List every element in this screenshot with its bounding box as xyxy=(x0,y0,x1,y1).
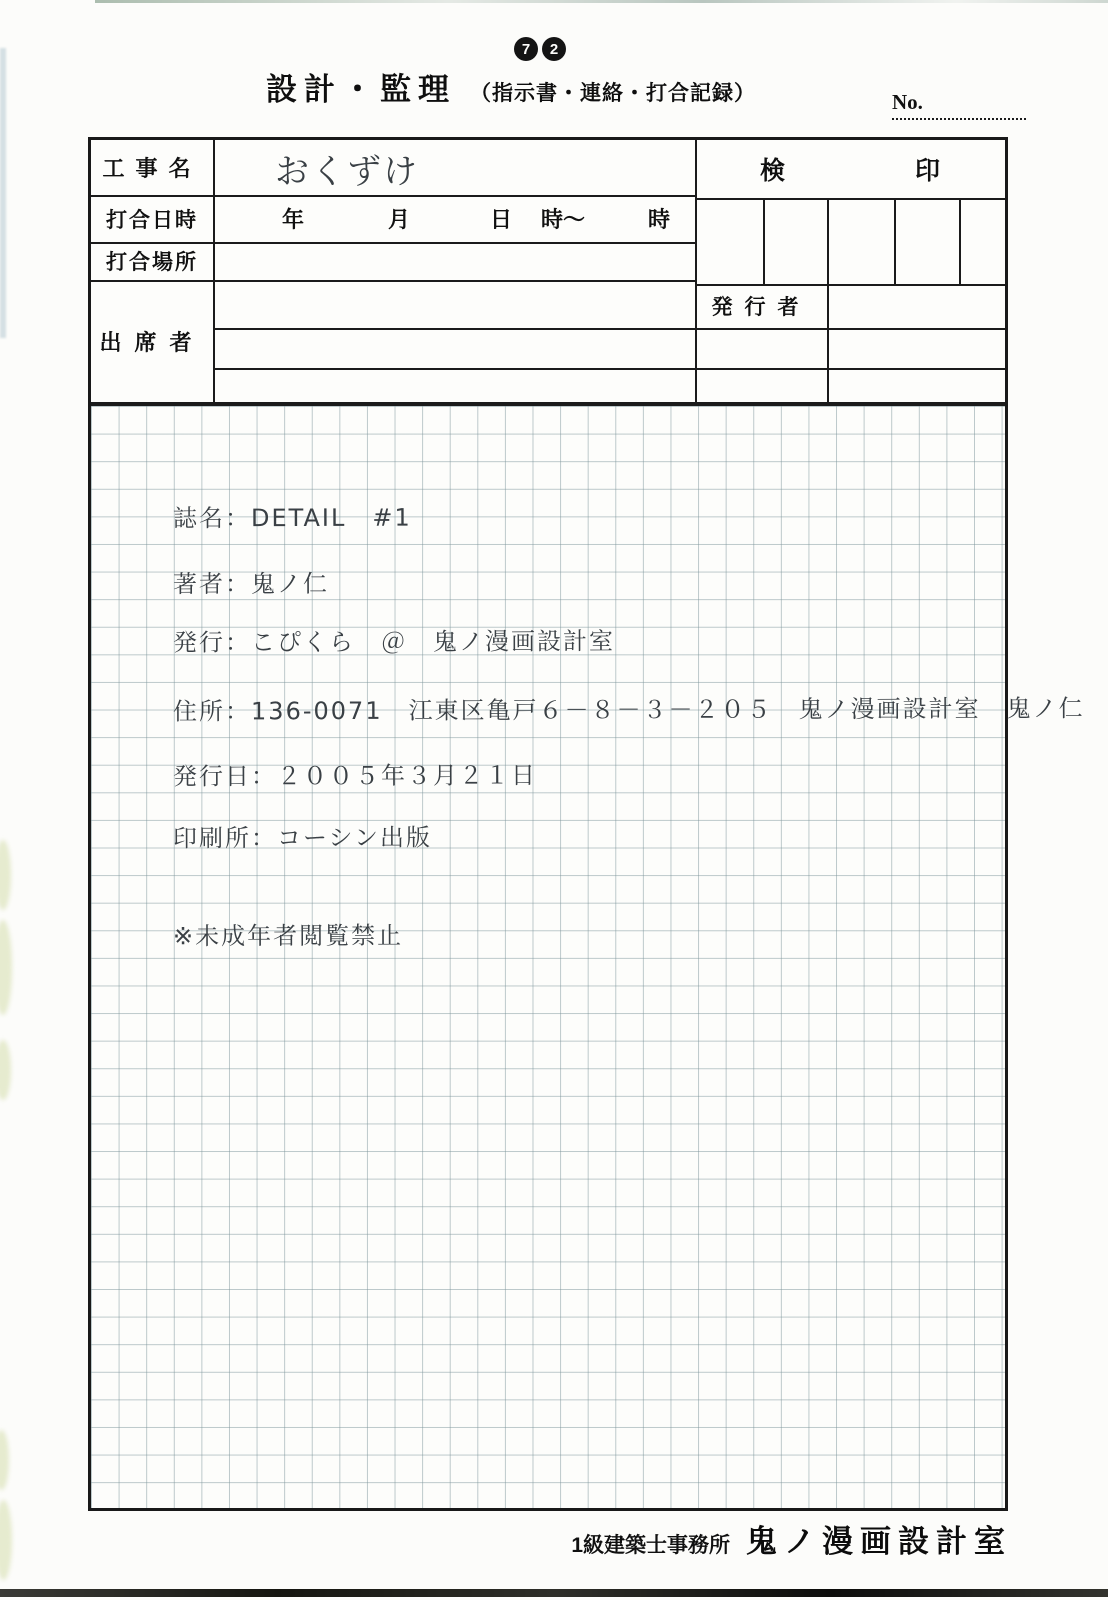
meeting-datetime-label: 打合日時 xyxy=(106,208,198,232)
scan-edge-bottom xyxy=(0,1589,1108,1597)
colophon-line-printer: 印刷所：コーシン出版 xyxy=(172,823,432,853)
office-name-label: 鬼ノ漫画設計室 xyxy=(746,1524,1012,1559)
office-footer xyxy=(571,1516,1012,1561)
datetime-unit-hour-from: 時～ xyxy=(540,207,585,232)
colophon-line-date: 発行日：２００５年３月２１日 xyxy=(172,761,538,791)
colophon-line-title: 誌名：DETAIL #1 xyxy=(172,503,412,533)
office-type-label: 1級建築士事務所 xyxy=(571,1534,730,1557)
scan-stain xyxy=(0,1040,11,1100)
colophon-line-warning: ※未成年者閲覧禁止 xyxy=(172,921,404,951)
form-subtitle: （指示書・連絡・打合記録） xyxy=(470,82,756,105)
seal-box-divider xyxy=(827,198,829,284)
issuer-column-divider xyxy=(827,284,829,402)
form-title-row xyxy=(266,64,756,109)
table-bottom-border xyxy=(91,402,1005,406)
colophon-line-publisher: 発行：こぴくら ＠ 鬼ノ漫画設計室 xyxy=(172,627,616,657)
construction-name-label: 工事名 xyxy=(102,156,202,181)
form-title: 設計・監理 xyxy=(266,72,456,107)
datetime-unit-day: 日 xyxy=(489,207,512,232)
inspection-seal-header xyxy=(695,140,1005,198)
scan-edge-top xyxy=(95,0,1108,3)
document-number-label: No. xyxy=(892,90,923,114)
page-number-badge-7: 7 xyxy=(514,37,538,61)
seal-box-divider xyxy=(894,198,896,284)
label-column-divider xyxy=(213,140,215,402)
colophon-line-address: 住所：136-0071 江東区亀戸６－８－３－２０５ 鬼ノ漫画設計室 鬼ノ仁 xyxy=(172,694,1085,726)
scan-stain xyxy=(0,1430,9,1490)
scan-stain xyxy=(0,920,12,1015)
meeting-place-label: 打合場所 xyxy=(106,251,198,274)
scan-edge-left xyxy=(0,48,6,338)
page-number-badges xyxy=(514,37,566,61)
seal-box-divider xyxy=(763,198,765,284)
inspection-char-in: 印 xyxy=(914,157,940,185)
document-number-field xyxy=(892,90,1026,120)
colophon-line-author: 著者：鬼ノ仁 xyxy=(172,569,330,599)
inspection-char-ken: 検 xyxy=(759,157,785,185)
row-divider xyxy=(213,368,1005,370)
scan-stain xyxy=(0,840,11,910)
form-frame xyxy=(88,137,1085,1511)
issuer-label: 発行者 xyxy=(711,296,811,319)
row-divider xyxy=(213,328,1005,330)
scan-stain xyxy=(0,1500,12,1580)
datetime-unit-month: 月 xyxy=(387,207,410,232)
construction-name-value: おくずけ xyxy=(275,152,419,192)
attendees-label: 出席者 xyxy=(99,329,205,355)
datetime-unit-year: 年 xyxy=(281,207,304,232)
page-number-badge-2: 2 xyxy=(542,37,566,61)
graph-paper xyxy=(91,406,1085,1508)
seal-box-divider xyxy=(959,198,961,284)
datetime-unit-hour-to: 時 xyxy=(647,207,670,232)
